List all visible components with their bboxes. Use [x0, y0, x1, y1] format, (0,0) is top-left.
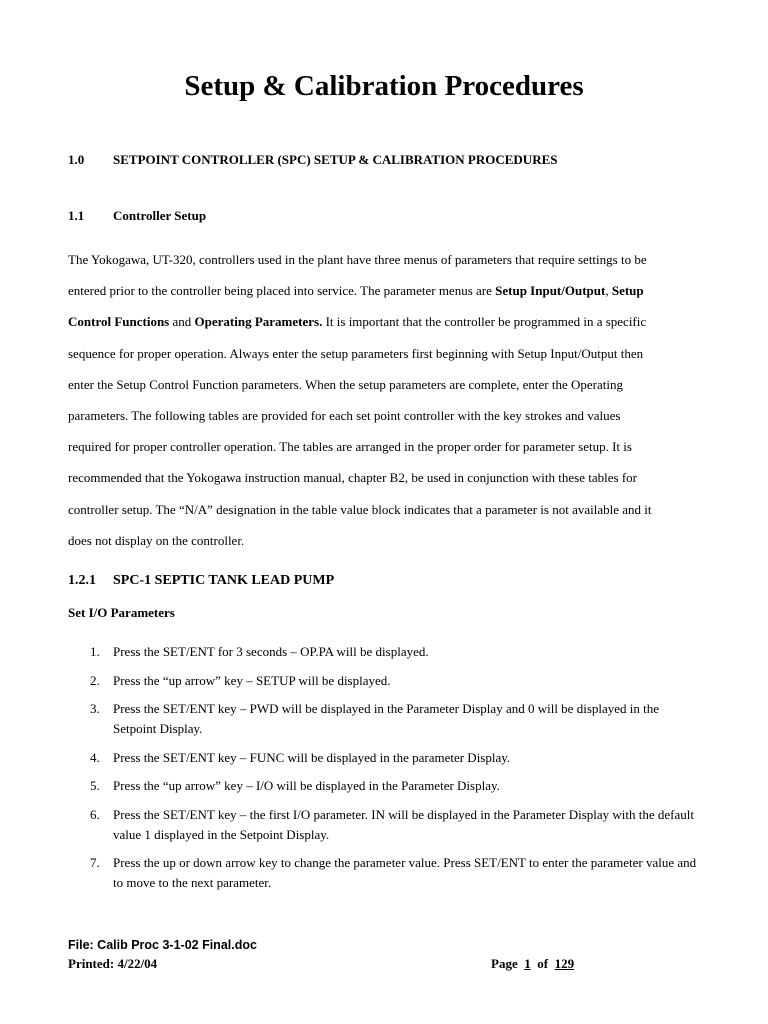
- paragraph-line: The Yokogawa, UT-320, controllers used in the plant have three menus of parameters that require settings to be: [68, 252, 647, 267]
- section-heading-1-0: [68, 152, 688, 170]
- paragraph-line: Control Functions and Operating Parameters. It is important that the controller be programmed in a specific: [68, 314, 647, 330]
- list-item: [68, 805, 700, 845]
- step-text: Press the up or down arrow key to change the parameter value. Press SET/ENT to enter the parameter value and to move to the next parameter.: [113, 855, 697, 890]
- section-heading-1-1: [68, 208, 688, 226]
- paragraph-line: parameters. The following tables are provided for each set point controller with the key strokes and values: [68, 408, 621, 424]
- page-current: 1: [524, 956, 531, 971]
- list-item: [68, 776, 700, 796]
- section-title: SPC-1 SEPTIC TANK LEAD PUMP: [113, 573, 335, 588]
- step-text: Press the SET/ENT for 3 seconds – OP.PA will be displayed.: [113, 644, 429, 659]
- step-text: Press the SET/ENT key – the first I/O parameter. IN will be displayed in the Parameter Display with the default value 1 displayed in the Setpoint Display.: [113, 806, 695, 842]
- paragraph-line: does not display on the controller.: [68, 532, 245, 548]
- paragraph-line: sequence for proper operation. Always enter the setup parameters first beginning with Setup Input/Output then: [68, 345, 644, 361]
- step-number: 7.: [90, 855, 100, 870]
- page-total: 129: [554, 956, 575, 971]
- step-number: 3.: [90, 701, 100, 716]
- steps-list: [68, 642, 700, 902]
- section-number: 1.2.1: [68, 573, 96, 588]
- footer-file-name: File: Calib Proc 3-1-02 Final.doc: [68, 938, 257, 952]
- paragraph-line: recommended that the Yokogawa instruction manual, chapter B2, be used in conjunction with these tables for: [68, 470, 637, 486]
- section-title: SETPOINT CONTROLLER (SPC) SETUP & CALIBRATION PROCEDURES: [113, 152, 558, 167]
- section-number: 1.0: [68, 152, 85, 167]
- section-title: Controller Setup: [113, 208, 207, 223]
- page-label: Page: [491, 956, 518, 971]
- bold-term: Setup Input/Output: [495, 283, 606, 299]
- step-number: 1.: [90, 644, 100, 659]
- step-text: Press the “up arrow” key – SETUP will be displayed.: [113, 672, 391, 688]
- list-item: [68, 853, 700, 893]
- paragraph-line: enter the Setup Control Function parameters. When the setup parameters are complete, enter the Operating: [68, 376, 623, 392]
- bold-term: Control Functions: [68, 314, 170, 330]
- list-item: [68, 748, 700, 768]
- list-item: [68, 671, 700, 691]
- step-text: Press the SET/ENT key – FUNC will be displayed in the parameter Display.: [113, 749, 511, 765]
- step-text: Press the SET/ENT key – PWD will be displayed in the Parameter Display and 0 will be displayed in the Setpoint Display.: [113, 701, 660, 736]
- bold-term: Operating Parameters.: [194, 314, 323, 330]
- paragraph-line: entered prior to the controller being placed into service. The parameter menus are Setup Input/Output, Setup: [68, 283, 644, 299]
- bold-term: Setup: [611, 283, 644, 299]
- step-number: 4.: [90, 749, 100, 765]
- step-number: 5.: [90, 778, 100, 793]
- step-number: 6.: [90, 806, 100, 822]
- step-text: Press the “up arrow” key – I/O will be displayed in the Parameter Display.: [113, 778, 500, 793]
- list-item: [68, 642, 700, 662]
- intro-paragraph: [68, 244, 700, 556]
- footer-page-number: [491, 956, 574, 972]
- list-item: [68, 699, 700, 739]
- footer-printed-date: Printed: 4/22/04: [68, 956, 158, 971]
- paragraph-line: controller setup. The “N/A” designation in the table value block indicates that a parameter is not available and it: [68, 501, 652, 517]
- step-number: 2.: [90, 672, 100, 688]
- section-heading-1-2-1: [68, 573, 688, 593]
- paragraph-line: required for proper controller operation. The tables are arranged in the proper order for parameter setup. It is: [68, 439, 632, 455]
- subheading: Set I/O Parameters: [68, 605, 175, 620]
- section-number: 1.1: [68, 208, 85, 223]
- page-of-label: of: [537, 956, 549, 971]
- page-title: Setup & Calibration Procedures: [184, 70, 584, 102]
